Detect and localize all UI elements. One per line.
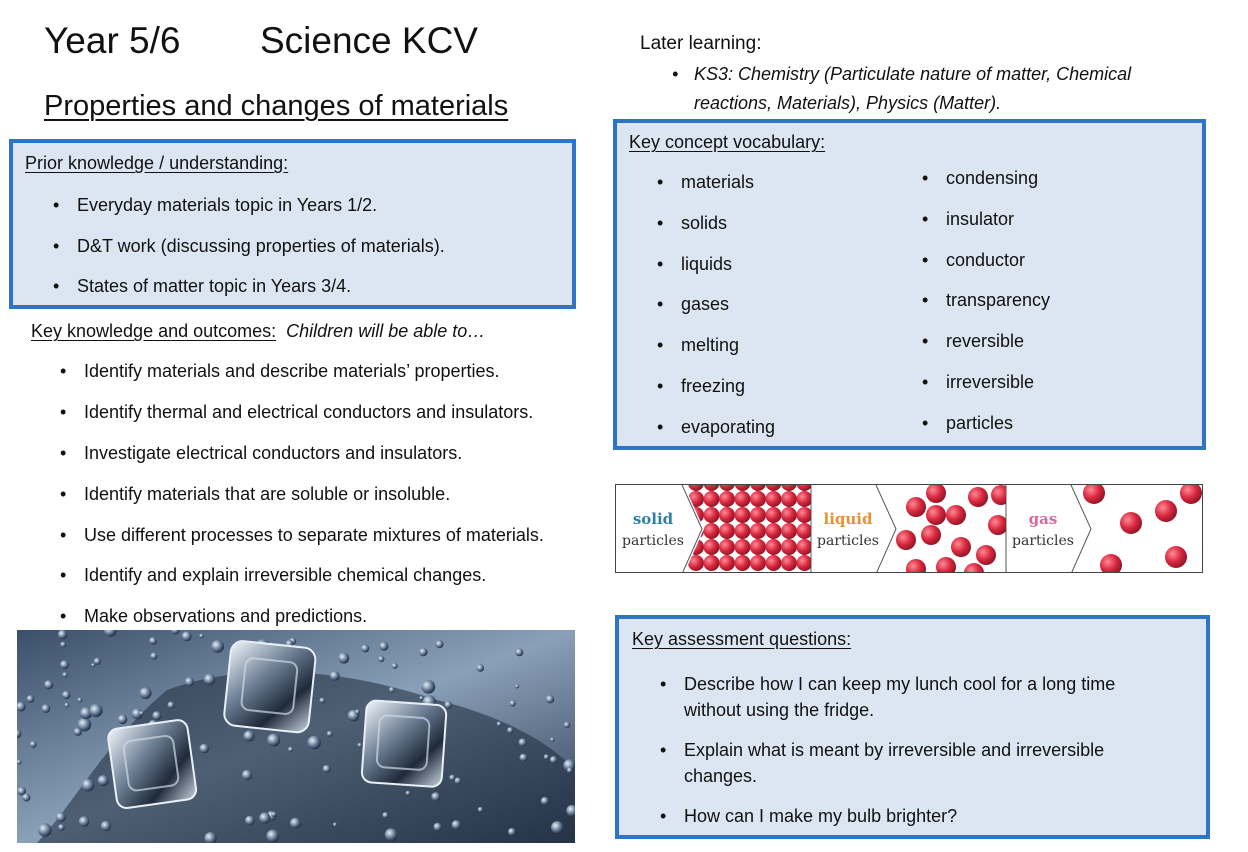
list-item: • Explain what is meant by irreversible and irreversible changes.	[656, 737, 1176, 789]
solid-label: solid	[632, 510, 674, 528]
water-droplet	[267, 734, 280, 747]
vocab-item: • materials	[653, 172, 775, 213]
vocab-item: • condensing	[918, 168, 1050, 209]
list-item: • Identify thermal and electrical conductors and insulators.	[56, 402, 544, 443]
water-droplet	[204, 674, 215, 685]
solid-particle	[766, 539, 782, 555]
gas-particle	[1155, 500, 1177, 522]
water-droplet	[65, 703, 70, 708]
water-droplet	[515, 684, 519, 688]
water-droplet	[42, 704, 51, 713]
water-droplet	[358, 743, 363, 748]
solid-particle	[719, 507, 735, 523]
water-droplet	[185, 677, 194, 686]
water-droplet	[544, 754, 549, 759]
solid-particle	[719, 555, 735, 571]
water-droplet	[551, 821, 564, 834]
vocab-item: • melting	[653, 335, 775, 376]
water-droplet	[434, 823, 442, 831]
water-droplet	[333, 823, 337, 827]
solid-particle	[750, 523, 766, 539]
water-droplet	[392, 663, 398, 669]
year-heading: Year 5/6	[44, 20, 181, 61]
water-droplet	[89, 704, 102, 717]
solid-particle	[797, 507, 813, 523]
water-droplet	[520, 754, 528, 762]
vocab-item: • transparency	[918, 290, 1050, 331]
vocab-item: • evaporating	[653, 417, 775, 458]
water-droplet	[82, 779, 95, 792]
water-droplet	[507, 727, 513, 733]
later-learning-title: Later learning:	[640, 33, 762, 54]
solid-particle	[704, 507, 720, 523]
gas-particle	[1165, 546, 1187, 568]
water-droplet	[58, 824, 64, 830]
vocab-item: • solids	[653, 213, 775, 254]
liquid-label: liquid	[823, 510, 873, 528]
water-droplet	[355, 709, 360, 714]
solid-particle	[719, 491, 735, 507]
solid-particle	[766, 491, 782, 507]
list-item: • Identify materials and describe materials’ properties.	[56, 361, 544, 402]
water-droplet	[140, 687, 152, 699]
solid-particle	[704, 555, 720, 571]
liquid-particle	[926, 485, 946, 503]
solid-particle	[750, 539, 766, 555]
water-droplet	[101, 821, 111, 831]
water-droplet	[379, 642, 388, 651]
solid-particle	[688, 485, 704, 491]
list-item: • KS3: Chemistry (Particulate nature of matter, Chemical reactions, Materials), Physics (Matter).	[668, 60, 1168, 118]
solid-particle	[704, 491, 720, 507]
solid-particle	[750, 507, 766, 523]
water-droplet	[168, 702, 175, 709]
list-item: • Make observations and predictions.	[56, 606, 544, 647]
water-droplet	[266, 830, 279, 843]
list-item: • Investigate electrical conductors and insulators.	[56, 443, 544, 484]
water-droplet	[271, 812, 276, 817]
water-droplet	[431, 792, 440, 801]
vocab-item: • liquids	[653, 254, 775, 295]
water-droplet	[327, 731, 333, 737]
water-droplet	[323, 765, 331, 773]
key-knowledge-subtitle: Children will be able to…	[286, 321, 486, 341]
water-droplet	[510, 700, 516, 706]
water-droplet	[444, 701, 452, 709]
water-droplet	[79, 816, 90, 827]
gas-particle	[1180, 485, 1202, 504]
water-droplet	[541, 797, 549, 805]
water-droplet	[44, 680, 53, 689]
gas-label: gas	[1028, 510, 1058, 528]
water-droplet	[139, 711, 143, 715]
liquid-particle	[991, 485, 1011, 505]
solid-particle	[781, 485, 797, 491]
water-droplet	[330, 671, 340, 681]
water-droplet	[77, 697, 82, 702]
water-droplet	[508, 828, 516, 836]
solid-particle	[735, 507, 751, 523]
water-droplet	[149, 637, 157, 645]
water-droplet	[320, 698, 326, 704]
water-droplet	[259, 812, 270, 823]
water-droplet	[546, 695, 554, 703]
solid-particle	[735, 491, 751, 507]
solid-particle	[735, 539, 751, 555]
water-droplet	[118, 715, 128, 725]
prior-knowledge-title: Prior knowledge / understanding:	[25, 153, 289, 173]
solid-particle	[750, 485, 766, 491]
vocab-item: • gases	[653, 294, 775, 335]
water-droplet	[449, 775, 455, 781]
water-droplet	[378, 656, 384, 662]
water-droplet	[56, 812, 66, 822]
solid-particle	[750, 555, 766, 571]
water-droplet	[182, 631, 192, 641]
water-droplet	[478, 807, 483, 812]
solid-particle	[797, 555, 813, 571]
solid-particle	[750, 491, 766, 507]
solid-particle	[797, 523, 813, 539]
solid-particle	[719, 523, 735, 539]
liquid-particle	[951, 537, 971, 557]
water-droplet	[308, 736, 321, 749]
solid-particle	[688, 555, 704, 571]
water-droplet	[60, 660, 69, 669]
water-droplet	[62, 691, 70, 699]
solid-particle	[735, 485, 751, 491]
water-droplet	[94, 658, 101, 665]
water-droplet	[455, 777, 462, 784]
solid-particle	[766, 555, 782, 571]
ice-cubes-photo	[17, 630, 575, 843]
water-droplet	[567, 768, 573, 774]
water-droplet	[199, 634, 204, 639]
assessment-list	[656, 671, 1176, 843]
solid-particle	[781, 539, 797, 555]
water-droplet	[60, 642, 66, 648]
list-item: • Identify materials that are soluble or insoluble.	[56, 484, 544, 525]
water-droplet	[361, 644, 369, 652]
liquid-particle	[896, 530, 916, 550]
solid-particle	[781, 523, 797, 539]
water-droplet	[436, 640, 444, 648]
water-droplet	[98, 775, 109, 786]
solid-particle	[735, 523, 751, 539]
list-item: • Describe how I can keep my lunch cool for a long time without using the fridge.	[656, 671, 1176, 723]
liquid-particle	[946, 505, 966, 525]
water-droplet	[150, 652, 157, 659]
gas-particle	[1100, 554, 1122, 573]
list-item: • Use different processes to separate mixtures of materials.	[56, 525, 544, 566]
liquid-particle	[906, 559, 926, 573]
solid-particle	[704, 523, 720, 539]
liquid-particle	[921, 525, 941, 545]
particles-illustration	[616, 485, 1203, 573]
solid-particle	[766, 507, 782, 523]
water-droplet	[406, 791, 411, 796]
water-droplet	[38, 823, 52, 837]
solid-particle	[781, 507, 797, 523]
solid-particle	[781, 491, 797, 507]
water-droplet	[385, 828, 398, 841]
list-item: • D&T work (discussing properties of materials).	[49, 236, 445, 277]
water-droplet	[497, 722, 502, 727]
solid-particle	[704, 485, 720, 491]
water-droplet	[422, 680, 436, 694]
vocab-item: • insulator	[918, 209, 1050, 250]
water-droplet	[519, 738, 527, 746]
topic-title: Properties and changes of materials	[44, 90, 509, 122]
liquid-particle	[936, 557, 956, 573]
liquid-particle	[906, 497, 926, 517]
water-droplet	[30, 741, 37, 748]
water-droplet	[200, 744, 210, 754]
prior-knowledge-list	[49, 195, 445, 317]
solid-particle	[781, 555, 797, 571]
water-droplet	[338, 653, 349, 664]
liquid-particle	[988, 515, 1008, 535]
solid-particle	[766, 485, 782, 491]
key-knowledge-list	[56, 361, 544, 647]
prior-knowledge-box	[9, 139, 576, 309]
solid-particle	[797, 491, 813, 507]
water-droplet	[452, 820, 461, 829]
list-item: • How can I make my bulb brighter?	[656, 803, 1176, 829]
key-knowledge-heading	[31, 321, 485, 342]
gas-particle	[1120, 512, 1142, 534]
list-item: • Everyday materials topic in Years 1/2.	[49, 195, 445, 236]
vocab-item: • freezing	[653, 376, 775, 417]
vocabulary-box	[613, 119, 1206, 450]
water-droplet	[419, 648, 428, 657]
solid-particle	[797, 485, 813, 491]
assessment-title: Key assessment questions:	[632, 629, 852, 649]
assessment-box	[615, 615, 1210, 839]
vocab-item: • irreversible	[918, 372, 1050, 413]
water-droplet	[58, 630, 67, 639]
vocab-item: • reversible	[918, 331, 1050, 372]
water-droplet	[245, 816, 255, 826]
water-droplet	[564, 722, 570, 728]
liquid-particle	[926, 505, 946, 525]
list-item: • States of matter topic in Years 3/4.	[49, 276, 445, 317]
solid-particle	[704, 539, 720, 555]
water-droplet	[152, 711, 161, 720]
water-droplet	[419, 696, 423, 700]
liquid-particle	[976, 545, 996, 565]
water-droplet	[550, 737, 554, 741]
water-droplet	[244, 731, 255, 742]
water-droplet	[74, 728, 82, 736]
ice-cubes-illustration	[17, 630, 575, 843]
solid-particle	[766, 523, 782, 539]
liquid-particles-label: particles	[817, 533, 879, 549]
liquid-particle	[964, 563, 984, 573]
liquid-particle	[968, 487, 988, 507]
vocabulary-column-2	[918, 168, 1050, 454]
gas-particles-label: particles	[1012, 533, 1074, 549]
water-droplet	[550, 756, 557, 763]
vocab-item: • particles	[918, 413, 1050, 454]
solid-particle	[735, 555, 751, 571]
water-droplet	[91, 663, 95, 667]
list-item: • Identify and explain irreversible chemical changes.	[56, 565, 544, 606]
water-droplet	[382, 812, 388, 818]
water-droplet	[290, 818, 301, 829]
key-knowledge-title: Key knowledge and outcomes:	[31, 321, 277, 341]
water-droplet	[211, 640, 224, 653]
water-droplet	[477, 664, 484, 671]
solid-particle	[719, 485, 735, 491]
water-droplet	[288, 747, 293, 752]
solid-particle	[719, 539, 735, 555]
gas-particle	[1083, 485, 1105, 504]
later-learning-list	[668, 60, 1168, 118]
solid-particle	[797, 539, 813, 555]
water-droplet	[22, 793, 30, 801]
water-droplet	[389, 687, 395, 693]
solid-particles-label: particles	[622, 533, 684, 549]
water-droplet	[242, 770, 252, 780]
water-droplet	[62, 672, 67, 677]
vocabulary-title: Key concept vocabulary:	[629, 132, 826, 152]
vocab-item: • conductor	[918, 250, 1050, 291]
water-droplet	[515, 648, 523, 656]
water-droplet	[27, 695, 35, 703]
vocabulary-column-1	[653, 172, 775, 458]
subject-heading: Science KCV	[260, 20, 478, 61]
particles-diagram	[615, 484, 1203, 573]
